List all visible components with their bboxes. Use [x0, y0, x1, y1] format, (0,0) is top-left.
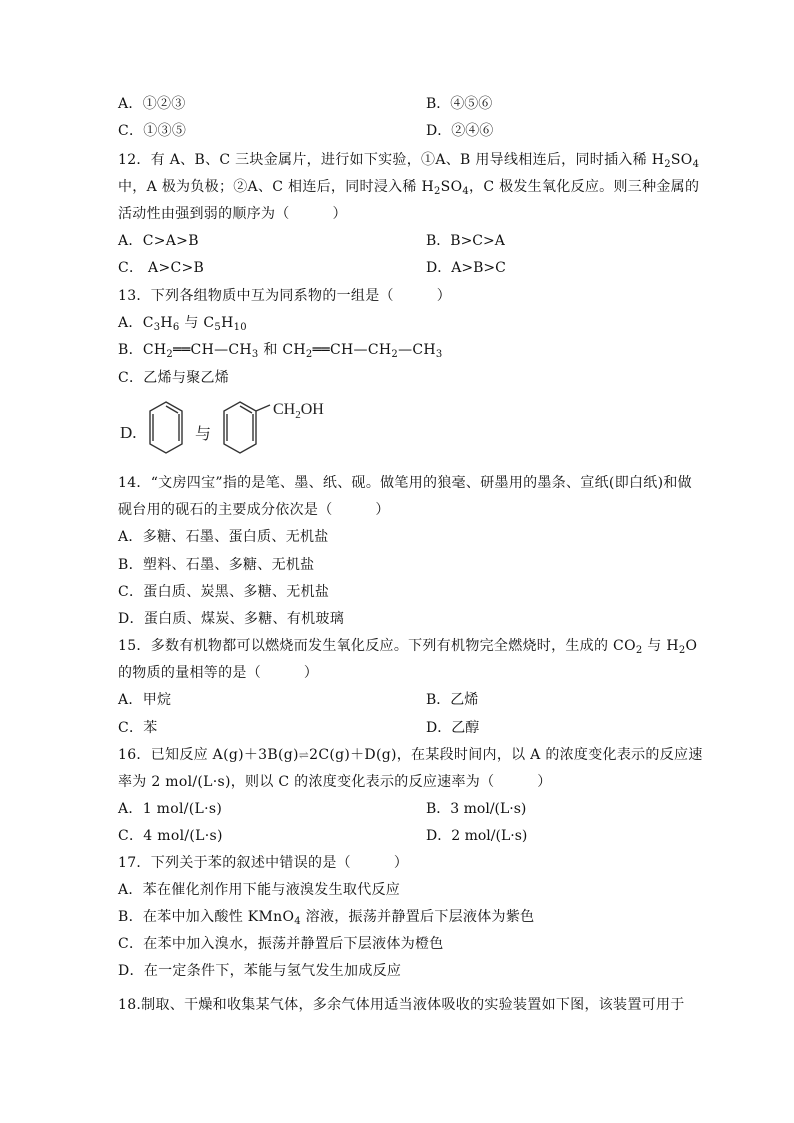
q14-option-a: A．多糖、石墨、蛋白质、无机盐 — [118, 529, 329, 545]
q14-option-c: C．蛋白质、炭黑、多糖、无机盐 — [118, 584, 330, 600]
q13-option-c: C．乙烯与聚乙烯 — [118, 370, 230, 386]
q16-option-a: A．1 mol/(L·s) — [118, 801, 223, 817]
q15-option-c: C．苯 — [118, 720, 158, 736]
q13-option-d-structure — [118, 396, 378, 466]
q16-option-d: D．2 mol/(L·s) — [426, 828, 528, 844]
q11-option-a: A．①②③ — [118, 96, 186, 112]
q14-stem-line2: 砚台用的砚石的主要成分依次是（ ） — [118, 502, 390, 518]
q15-option-b: B．乙烯 — [426, 692, 479, 708]
q13-option-b: B．$CH_2══CH—CH_3$ 和 $CH_2══CH—CH_2—CH_3$ — [118, 342, 443, 360]
q16-stem-line1: 16．已知反应 A(g)＋3B(g)⇌2C(g)＋D(g)，在某段时间内，以 A 的浓度变化表示的反应速 — [118, 747, 703, 763]
benzene-structures-figure — [118, 396, 378, 466]
q16-option-b: B．3 mol/(L·s) — [426, 801, 527, 817]
benzene-ring-1 — [150, 402, 182, 453]
q12-option-a: A．C>A>B — [118, 233, 199, 249]
equilibrium-arrow-icon: ⇌ — [298, 748, 310, 762]
q15-option-d: D．乙醇 — [426, 720, 480, 736]
q12-stem-line1: 12．有 A、B、C 三块金属片，进行如下实验，①A、B 用导线相连后，同时插入稀 $H_2SO_4$ — [118, 152, 700, 170]
q18-stem-line1: 18.制取、干燥和收集某气体，多余气体用适当液体吸收的实验装置如下图，该装置可用于 — [118, 997, 685, 1013]
q12-stem-line3: 活动性由强到弱的顺序为（ ） — [118, 206, 347, 222]
q12-option-d: D．A>B>C — [426, 260, 506, 276]
q17-option-a: A．苯在催化剂作用下能与液溴发生取代反应 — [118, 882, 401, 898]
q15-stem-line2: 的物质的量相等的是（ ） — [118, 665, 319, 681]
q11-option-d: D．②④⑥ — [426, 123, 494, 139]
q15-stem-line1: 15．多数有机物都可以燃烧而发生氧化反应。下列有机物完全燃烧时，生成的 $CO_2$ 与 $H_2O$ — [118, 638, 698, 656]
q12-stem-line2: 中，A 极为负极；②A、C 相连后，同时浸入稀 $H_2SO_4$，C 极发生氧化反应。则三种金属的 — [118, 179, 700, 197]
q12-option-c: C． A>C>B — [118, 260, 205, 276]
q15-option-a: A．甲烷 — [118, 692, 172, 708]
q14-stem-line1: 14．“文房四宝”指的是笔、墨、纸、砚。做笔用的狼毫、研墨用的墨条、宣纸(即白纸)和做 — [118, 475, 692, 491]
q12-option-b: B．B>C>A — [426, 233, 505, 249]
q14-option-b: B．塑料、石墨、多糖、无机盐 — [118, 557, 315, 573]
benzene-ring-2 — [224, 402, 270, 453]
q17-option-b: B．在苯中加入酸性 KMnO$_4$ 溶液，振荡并静置后下层液体为紫色 — [118, 909, 535, 927]
q17-stem: 17．下列关于苯的叙述中错误的是（ ） — [118, 855, 409, 871]
q17-option-d: D．在一定条件下，苯能与氢气发生加成反应 — [118, 963, 402, 979]
q14-option-d: D．蛋白质、煤炭、多糖、有机玻璃 — [118, 611, 345, 627]
q13-option-a: A．$C_3H_6$ 与 $C_5H_{10}$ — [118, 315, 247, 333]
q11-option-c: C．①③⑤ — [118, 123, 187, 139]
ch2oh-group: $CH_2OH$ — [273, 401, 324, 421]
q11-option-b: B．④⑤⑥ — [426, 96, 493, 112]
q16-stem-line2: 率为 2 mol/(L·s)，则以 C 的浓度变化表示的反应速率为（ ） — [118, 774, 552, 790]
option-d-label: D. — [120, 423, 137, 442]
q16-option-c: C．4 mol/(L·s) — [118, 828, 223, 844]
option-d-and: 与 — [195, 424, 212, 443]
q13-stem: 13．下列各组物质中互为同系物的一组是（ ） — [118, 288, 452, 304]
q17-option-c: C．在苯中加入溴水，振荡并静置后下层液体为橙色 — [118, 936, 444, 952]
